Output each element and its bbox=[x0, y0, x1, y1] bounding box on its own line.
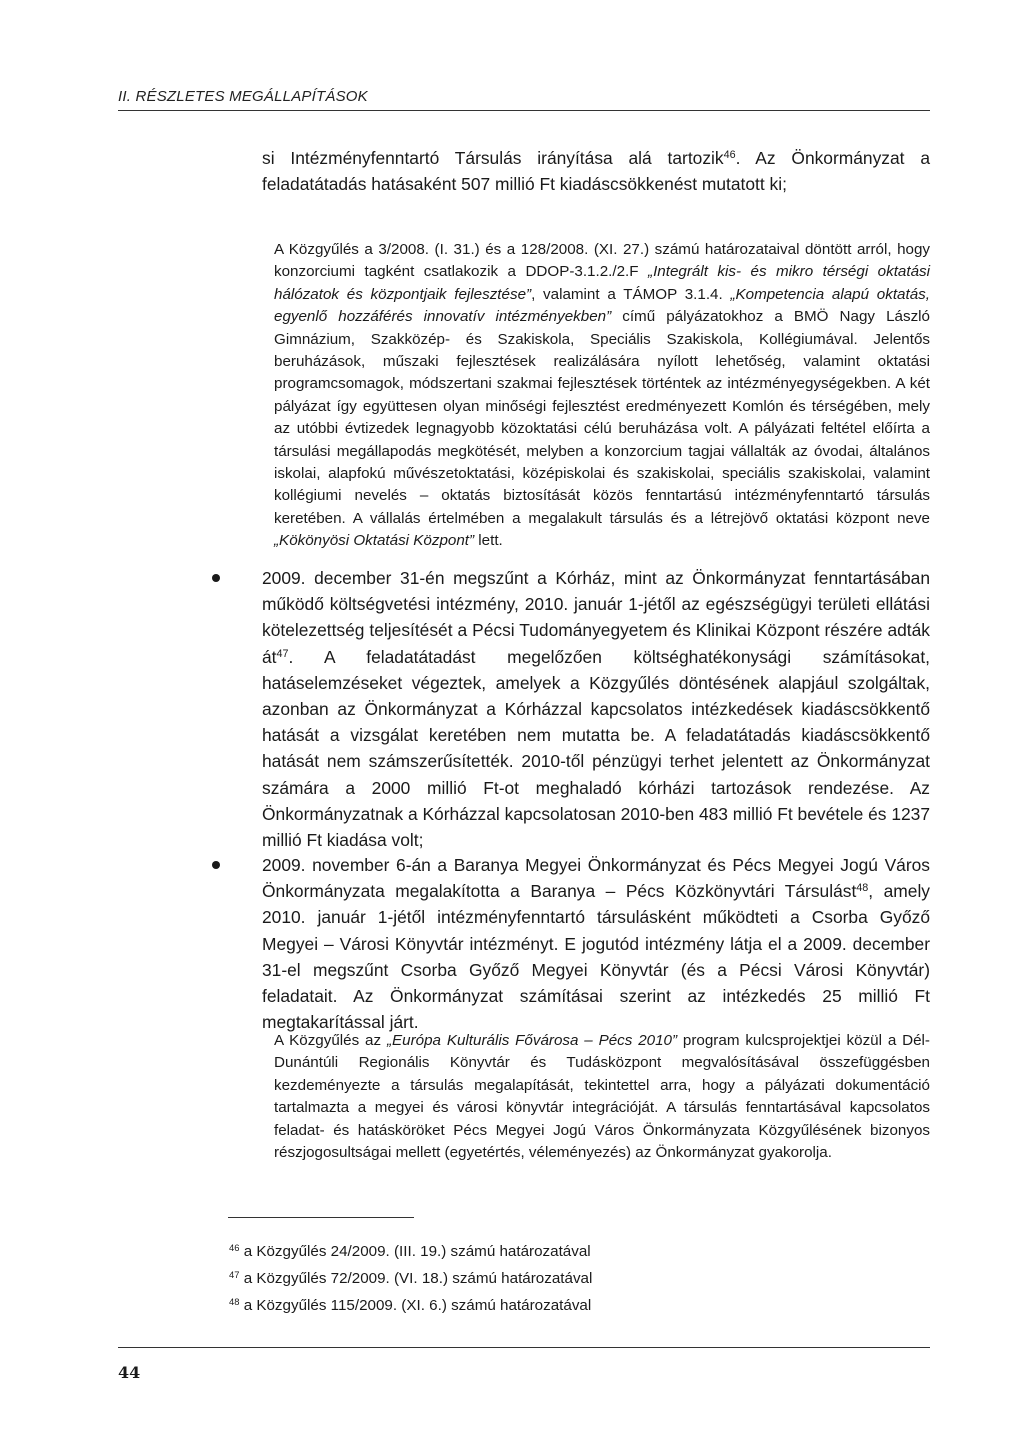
footnote-46 bbox=[229, 1238, 879, 1265]
footnote-separator bbox=[228, 1217, 414, 1218]
footer-rule bbox=[118, 1347, 930, 1348]
footnote-ref-48[interactable]: 48 bbox=[856, 882, 869, 895]
bullet-2-text-b: , amely 2010. január 1-jétől intézményfenntartó társulásként működteti a Csorba Győző Megyei – Városi Könyvtár intézményt. E jogutód intézmény látja el a 2009. december 31-el megszűnt Csorba Győző Megyei Könyvtár (és a Pécsi Városi Könyvtár) feladatait. Az Önkormányzat számításai szerint az intézkedés 25 millió Ft megtakarítással járt. bbox=[262, 881, 930, 1033]
sub1-project-title-2: „Kompetencia alapú oktatás, egyenlő hozzáférés innovatív intézményekben” bbox=[274, 285, 930, 326]
bullet-1-text-b: . A feladatátadást megelőzően költséghatékonysági számításokat, hatáselemzéseket végeztek, amelyek a Közgyűlés döntésének alapjául szolgáltak, azonban az Önkormányzat a Kórházzal kapcsolatos intézkedések kiadáscsökkentő hatását a vizsgálat keretében nem mutatta be. A feladatátadás kiadáscsökkentő hatását nem számszerűsítették. 2010-től pénzügyi terhet jelentett az Önkormányzat számára a 2000 millió Ft-ot meghaladó kórházi tartozások rendezése. Az Önkormányzatnak a Kórházzal kapcsolatosan 2010-ben 483 millió Ft bevétele és 1237 millió Ft kiadása volt; bbox=[262, 646, 931, 851]
footnote-number: 48 bbox=[229, 1295, 240, 1307]
sub1-project-title-1: „Integrált kis- és mikro térségi oktatási hálózatok és központjaik fejlesztése” bbox=[274, 263, 930, 303]
bullet-dot-icon bbox=[212, 574, 220, 582]
footnote-47 bbox=[229, 1265, 879, 1292]
sub1-text-4: lett. bbox=[474, 532, 503, 550]
bullet-2-text-a: 2009. november 6-án a Baranya Megyei Önkormányzat és Pécs Megyei Jogú Város Önkormányzata megalakította a Baranya – Pécs Közkönyvtári Társulást bbox=[262, 855, 930, 902]
footnote-number: 47 bbox=[229, 1268, 240, 1280]
lead-paragraph bbox=[262, 145, 930, 197]
sub2-text-1: A Közgyűlés az bbox=[274, 1032, 387, 1049]
footnote-ref-47[interactable]: 47 bbox=[276, 647, 289, 660]
indented-paragraph-2 bbox=[274, 1030, 930, 1164]
footnote-text: a Közgyűlés 115/2009. (XI. 6.) számú határozatával bbox=[239, 1297, 592, 1314]
indented-paragraph-1 bbox=[274, 239, 930, 553]
footnote-number: 46 bbox=[229, 1241, 240, 1253]
footnotes bbox=[229, 1238, 879, 1319]
sub1-text-1: A Közgyűlés a 3/2008. (I. 31.) és a 128/2008. (XI. 27.) számú határozataival döntött arról, hogy konzorciumi tagként csatlakozik a DDOP-3.1.2./2.F bbox=[274, 241, 930, 281]
bullet-1-text-a: 2009. december 31-én megszűnt a Kórház, mint az Önkormányzat fenntartásában működő költségvetési intézmény, 2010. január 1-jétől az egészségügyi területi ellátási kötelezettség teljesítését a Pécsi Tudományegyetem és Klinikai Központ részére adták át bbox=[262, 568, 930, 667]
sub2-text-2: program kulcsprojektjei közül a Dél-Dunántúli Regionális Könyvtár és Tudásközpont megvalósításával összefüggésben kezdeményezte a társulás megalapítását, tekintettel arra, hogy a pályázati dokumentáció tartalmazta a megyei és városi könyvtár integrációját. A társulás fenntartásával kapcsolatos feladat- és hatásköröket Pécs Megyei Jogú Város Önkormányzata Közgyűlésének bizonyos részjogosultságai mellett (egyetértés, véleményezés) az Önkormányzat gyakorolja. bbox=[274, 1032, 930, 1162]
bullet-text bbox=[262, 565, 930, 853]
sub1-text-2: , valamint a TÁMOP 3.1.4. bbox=[531, 285, 731, 303]
sub1-center-name: „Kökönyösi Oktatási Központ” bbox=[274, 532, 475, 550]
sub2-program-title: „Európa Kulturális Fővárosa – Pécs 2010” bbox=[386, 1032, 678, 1049]
lead-text-b: . Az Önkormányzat a feladatátadás hatásaként 507 millió Ft kiadáscsökkenést mutatott ki; bbox=[262, 148, 930, 194]
footnote-text: a Közgyűlés 72/2009. (VI. 18.) számú határozatával bbox=[239, 1270, 593, 1287]
bullet-text bbox=[262, 852, 930, 1035]
sub1-text-3: című pályázatokhoz a BMÖ Nagy László Gimnázium, Szakközép- és Szakiskola, Speciális Szakiskola, Kollégiumával. Jelentős beruházások, műszaki fejlesztések realizálására nyílott lehetőség, valamint oktatási programcsomagok, módszertani szakmai fejlesztések történtek az intézményegységekben. A két pályázat így együttesen olyan minőségi fejlesztést eredményezett Komlón és térségében, mely az utóbbi évtizedek legnagyobb közoktatási célú beruházása volt. A pályázati feltétel előírta a társulási megállapodás megkötését, melyben a konzorcium tagjai vállalták az óvodai, általános iskolai, alapfokú művészetoktatási, középiskolai és szakiskolai, speciális szakiskolai, valamint kollégiumi nevelés – oktatás biztosítását közös fenntartású intézményfenntartó társulás keretében. A vállalás értelmében a megalakult társulás és a létrejövő oktatási központ neve bbox=[274, 308, 930, 527]
header-rule bbox=[118, 110, 930, 111]
lead-text-a: si Intézményfenntartó Társulás irányítása alá tartozik bbox=[262, 148, 724, 168]
footnote-48 bbox=[229, 1292, 879, 1319]
bullet-dot-icon bbox=[212, 861, 220, 869]
page-number: 44 bbox=[118, 1363, 141, 1382]
footnote-ref-46[interactable]: 46 bbox=[723, 149, 736, 162]
running-header: II. RÉSZLETES MEGÁLLAPÍTÁSOK bbox=[118, 88, 368, 105]
footnote-text: a Közgyűlés 24/2009. (III. 19.) számú határozatával bbox=[239, 1243, 591, 1260]
